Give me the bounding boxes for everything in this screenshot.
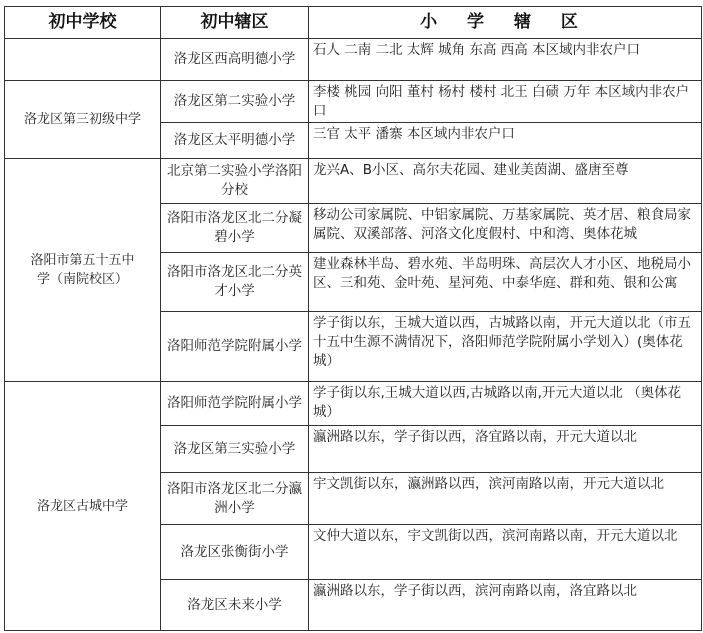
- primary-school-cell: 洛龙区张衡街小学: [161, 525, 309, 580]
- primary-school-cell: 洛阳师范学院附属小学: [161, 312, 309, 382]
- primary-school-cell: 洛阳市洛龙区北二分英才小学: [161, 253, 309, 312]
- header-row: [5, 7, 702, 39]
- primary-school-cell: 洛龙区西高明德小学: [161, 39, 309, 81]
- table-row: [5, 81, 702, 123]
- header-primary-area: 小 学 辖 区: [309, 7, 702, 39]
- primary-school-cell: 洛龙区未来小学: [161, 580, 309, 631]
- primary-area-cell: 建业森林半岛、碧水苑、半岛明珠、高层次人才小区、地税局小区、三和苑、金叶苑、星河苑、中泰华庭、群和苑、银和公寓: [309, 253, 702, 312]
- table-row: [5, 382, 702, 426]
- header-junior-school: 初中学校: [5, 7, 161, 39]
- primary-area-cell: 移动公司家属院、中铝家属院、万基家属院、英才居、粮食局家属院、双溪部落、河洛文化度假村、中和湾、奥体花城: [309, 204, 702, 253]
- primary-school-cell: 北京第二实验小学洛阳分校: [161, 159, 309, 204]
- table-row: [5, 39, 702, 81]
- primary-school-cell: 洛龙区第二实验小学: [161, 81, 309, 123]
- primary-area-cell: 瀛洲路以东，学子街以西，洛宜路以南，开元大道以北: [309, 426, 702, 473]
- primary-area-cell: 三官 太平 潘寨 本区域内非农户口: [309, 123, 702, 159]
- junior-school-cell: 洛龙区第三初级中学: [5, 81, 161, 159]
- table-row: [5, 159, 702, 204]
- primary-school-cell: 洛龙区第三实验小学: [161, 426, 309, 473]
- primary-school-cell: 洛阳师范学院附属小学: [161, 382, 309, 426]
- primary-area-cell: 学子街以东，王城大道以西，古城路以南，开元大道以北（市五十五中生源不满情况下，洛阳师范学院附属小学划入）(奥体花城）: [309, 312, 702, 382]
- junior-school-cell: 洛龙区古城中学: [5, 382, 161, 631]
- primary-area-cell: 学子街以东,王城大道以西,古城路以南,开元大道以北 （奥体花城）: [309, 382, 702, 426]
- primary-area-cell: 龙兴A、B小区、高尔夫花园、建业美茵湖、盛唐至尊: [309, 159, 702, 204]
- junior-school-cell: 洛阳市第五十五中学（南院校区）: [5, 159, 161, 382]
- primary-area-cell: 石人 二南 二北 太辉 城角 东高 西高 本区域内非农户口: [309, 39, 702, 81]
- primary-area-cell: 文仲大道以东，宇文凯街以西，滨河南路以南，开元大道以北: [309, 525, 702, 580]
- primary-school-cell: 洛阳市洛龙区北二分瀛洲小学: [161, 473, 309, 525]
- primary-area-cell: 宇文凯街以东，瀛洲路以西，滨河南路以南，开元大道以北: [309, 473, 702, 525]
- junior-school-cell: [5, 39, 161, 81]
- header-junior-district: 初中辖区: [161, 7, 309, 39]
- school-district-table: [4, 6, 702, 631]
- primary-area-cell: 瀛洲路以东，学子街以西，滨河南路以南，洛宜路以北: [309, 580, 702, 631]
- primary-school-cell: 洛龙区太平明德小学: [161, 123, 309, 159]
- primary-area-cell: 李楼 桃园 向阳 董村 杨村 楼村 北王 白碛 万年 本区域内非农户口: [309, 81, 702, 123]
- primary-school-cell: 洛阳市洛龙区北二分凝碧小学: [161, 204, 309, 253]
